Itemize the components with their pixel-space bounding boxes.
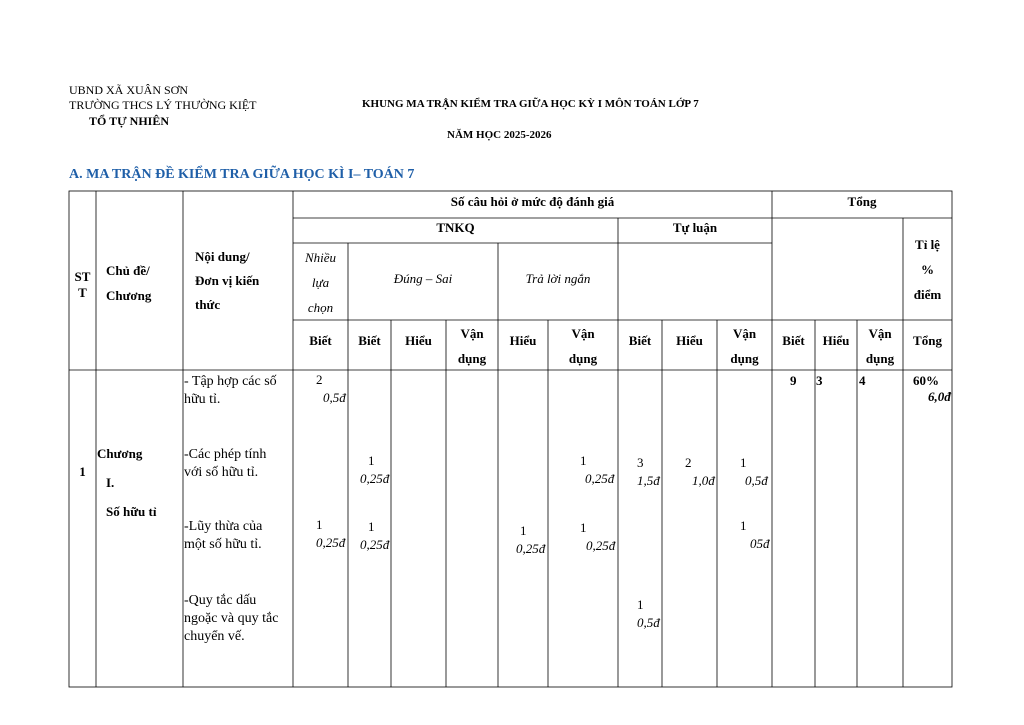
questions-header: Số câu hỏi ở mức độ đánh giá <box>450 194 615 209</box>
level-van-dung-total: Vận dụng <box>865 326 895 366</box>
level-biet-total: Biết <box>782 333 805 348</box>
level-tong-total: Tổng <box>913 333 942 348</box>
level-van-dung-tl: Vận dụng <box>568 326 598 366</box>
cell-tu-hieu-r2: 2 1,0đ <box>685 455 715 488</box>
school-name: TRƯỜNG THCS LÝ THƯỜNG KIỆT <box>69 98 257 112</box>
level-hieu-tl: Hiểu <box>509 333 537 348</box>
cell-tu-biet-r4: 1 0,5đ <box>637 597 660 630</box>
content-item: - Tập hợp các số hữu tỉ. <box>184 374 277 407</box>
short-answer-header: Trả lời ngắn <box>525 271 591 286</box>
content-header: Nội dung/ Đơn vị kiến thức <box>195 249 260 312</box>
level-hieu-total: Hiểu <box>822 333 850 348</box>
row-stt: 1 <box>79 464 86 479</box>
total-header: Tổng <box>847 194 877 209</box>
district-name: UBND XÃ XUÂN SƠN <box>69 83 189 97</box>
content-item: -Quy tắc dấu ngoặc và quy tắc chuyển vế. <box>184 593 279 644</box>
level-hieu-ds: Hiểu <box>405 333 432 348</box>
total-biet: 9 <box>790 373 797 388</box>
total-hieu: 3 <box>816 373 823 388</box>
school-year: NĂM HỌC 2025-2026 <box>447 129 552 141</box>
department-name: TỔ TỰ NHIÊN <box>89 114 170 128</box>
multiple-choice-header: Nhiều lựa chọn <box>304 250 337 315</box>
cell-ds-biet-r3: 1 0,25đ <box>360 519 390 552</box>
cell-tl-hieu-r3: 1 0,25đ <box>516 523 546 556</box>
cell-tl-van-r3: 1 0,25đ <box>580 520 616 553</box>
exam-title: KHUNG MA TRẬN KIỂM TRA GIỮA HỌC KỲ I MÔN TOÁN LỚP 7 <box>362 98 699 110</box>
tnkq-header: TNKQ <box>436 220 475 235</box>
tu-luan-header: Tự luận <box>672 220 718 235</box>
total-van-dung: 4 <box>859 373 866 388</box>
cell-tu-van-r3: 1 05đ <box>740 518 770 551</box>
cell-tu-van-r2: 1 0,5đ <box>740 455 768 488</box>
cell-mc-r1: 2 0,5đ <box>316 372 346 405</box>
ratio-header: Tỉ lệ % điểm <box>913 237 942 302</box>
cell-tu-biet-r2: 3 1,5đ <box>637 455 660 488</box>
cell-tl-van-r2: 1 0,25đ <box>580 453 615 486</box>
chapter-header: Chủ đề/ Chương <box>106 263 152 303</box>
cell-mc-r3: 1 0,25đ <box>316 517 346 550</box>
stt-header: ST T <box>74 269 91 300</box>
true-false-header: Đúng – Sai <box>393 271 453 286</box>
cell-ds-biet-r2: 1 0,25đ <box>360 453 390 486</box>
total-percent: 60% <box>913 373 939 388</box>
level-hieu-tu: Hiểu <box>676 333 703 348</box>
level-biet-ds: Biết <box>358 333 381 348</box>
content-item: -Lũy thừa của một số hữu tỉ. <box>184 519 263 552</box>
total-points: 6,0đ <box>928 389 951 404</box>
level-van-dung-ds: Vận dụng <box>457 326 487 366</box>
level-biet-tu: Biết <box>628 333 652 348</box>
content-item: -Các phép tính với số hữu tỉ. <box>184 447 267 480</box>
row-chapter: Chương I. Số hữu tỉ <box>97 446 157 519</box>
section-a-title: A. MA TRẬN ĐỀ KIỂM TRA GIỮA HỌC KÌ I– TOÁN 7 <box>69 167 415 182</box>
level-van-dung-tu: Vận dụng <box>730 326 759 366</box>
level-biet-mc: Biết <box>309 333 332 348</box>
